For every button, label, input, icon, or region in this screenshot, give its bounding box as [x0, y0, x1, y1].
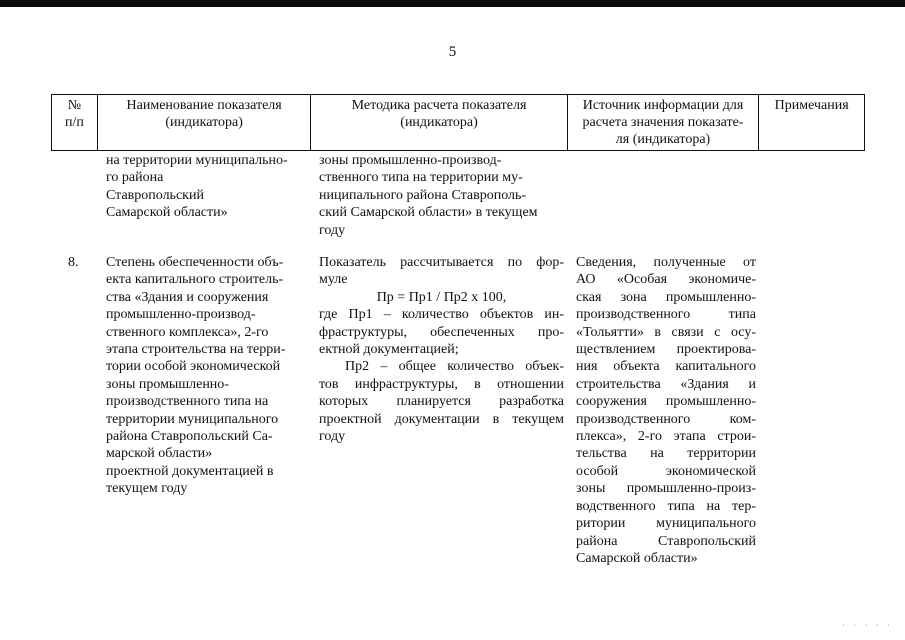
text-line: ния объекта капитального	[576, 359, 756, 375]
header-col-source-line: Источник информации для	[582, 98, 744, 113]
text-line: ектной документацией;	[319, 342, 459, 358]
continuation-method	[319, 152, 538, 239]
text-line: ственного типа на территории му-	[319, 170, 523, 186]
scan-top-border	[0, 0, 905, 7]
header-col-method-line: Методика расчета показателя	[351, 98, 527, 113]
row8-indicator-name	[106, 254, 285, 498]
text-line: ниципального района Ставрополь-	[319, 187, 527, 203]
text-line: году	[319, 429, 346, 445]
text-line: ства «Здания и сооружения	[106, 289, 269, 305]
header-col-notes	[759, 95, 864, 150]
text-line: ритории муниципального	[576, 516, 756, 532]
text-line: ственного комплекса», 2-го	[106, 324, 269, 340]
text-line: Ставропольский	[106, 187, 204, 203]
text-line: производственного типа на	[106, 394, 269, 410]
text-line: района Ставропольский	[576, 533, 756, 549]
header-col-source-line: расчета значения показате-	[582, 115, 744, 130]
text-line: где Пр1 – количество объектов ин-	[319, 307, 564, 323]
row-number: 8.	[68, 255, 79, 270]
text-line: Пр2 – общее количество объек-	[345, 359, 564, 375]
text-line: ская зона промышленно-	[576, 289, 756, 305]
continuation-indicator-name	[106, 152, 288, 222]
header-col-number	[52, 95, 98, 150]
text-line: ществлением проектирова-	[576, 342, 756, 358]
text-line: проектной документации в текущем	[319, 411, 564, 427]
text-line: производственного типа	[576, 307, 756, 323]
text-line: промышленно-производ-	[106, 307, 256, 323]
text-line: Самарской области»	[106, 205, 228, 221]
row8-source	[576, 254, 756, 567]
text-line: тов инфраструктуры, в отношении	[319, 376, 564, 392]
header-col-method-line: (индикатора)	[400, 115, 478, 130]
text-line: Самарской области»	[576, 550, 698, 566]
text-line: проектной документацией в	[106, 463, 274, 479]
header-col-notes-line: Примечания	[774, 98, 849, 113]
text-line: района Ставропольский Са-	[106, 429, 273, 445]
text-line: тории особой экономической	[106, 359, 281, 375]
row8-method	[319, 254, 564, 445]
text-line: сооружения промышленно-	[576, 394, 756, 410]
table-header-row	[51, 94, 865, 151]
text-line: АО «Особая экономиче-	[576, 272, 756, 288]
text-line: ский Самарской области» в текущем	[319, 205, 538, 221]
header-col-indicator-name-line: Наименование показателя	[126, 98, 282, 113]
text-line: текущем году	[106, 481, 188, 497]
header-col-source-line: ля (индикатора)	[615, 132, 711, 147]
text-line: марской области»	[106, 446, 213, 462]
text-line: зоны промышленно-производ-	[319, 153, 502, 168]
text-line: производственного ком-	[576, 411, 756, 427]
text-line: муле	[319, 272, 348, 288]
header-col-source	[568, 95, 760, 150]
header-col-number-line: п/п	[65, 115, 84, 130]
text-line: Степень обеспеченности объ-	[106, 255, 284, 270]
text-line: «Тольятти» в связи с осу-	[576, 324, 756, 340]
text-line: фраструктуры, обеспеченных про-	[319, 324, 564, 340]
text-line: этапа строительства на терри-	[106, 342, 286, 358]
text-line: го района	[106, 170, 164, 186]
formula-line: Пр = Пр1 / Пр2 х 100,	[376, 289, 507, 305]
text-line: зоны промышленно-	[106, 376, 229, 392]
text-line: плекса», 2-го этапа строи-	[576, 429, 756, 445]
text-line: Показатель рассчитывается по фор-	[319, 255, 564, 270]
text-line: на территории муниципально-	[106, 153, 288, 168]
text-line: которых планируется разработка	[319, 394, 564, 410]
text-line: екта капитального строитель-	[106, 272, 284, 288]
text-line: территории муниципального	[106, 411, 279, 427]
text-line: водственного типа на тер-	[576, 498, 756, 514]
text-line: зоны промышленно-произ-	[576, 481, 756, 497]
text-line: тельства на территории	[576, 446, 756, 462]
text-line: особой экономической	[576, 463, 756, 479]
header-col-number-line: №	[67, 98, 82, 113]
text-line: Сведения, полученные от	[576, 255, 756, 270]
scan-noise-marks: · · · · ·	[842, 620, 893, 630]
page-number: 5	[448, 44, 457, 60]
text-line: году	[319, 222, 346, 238]
header-col-indicator-name	[98, 95, 311, 150]
text-line: строительства «Здания и	[576, 376, 756, 392]
header-col-indicator-name-line: (индикатора)	[165, 115, 243, 130]
header-col-method	[311, 95, 567, 150]
